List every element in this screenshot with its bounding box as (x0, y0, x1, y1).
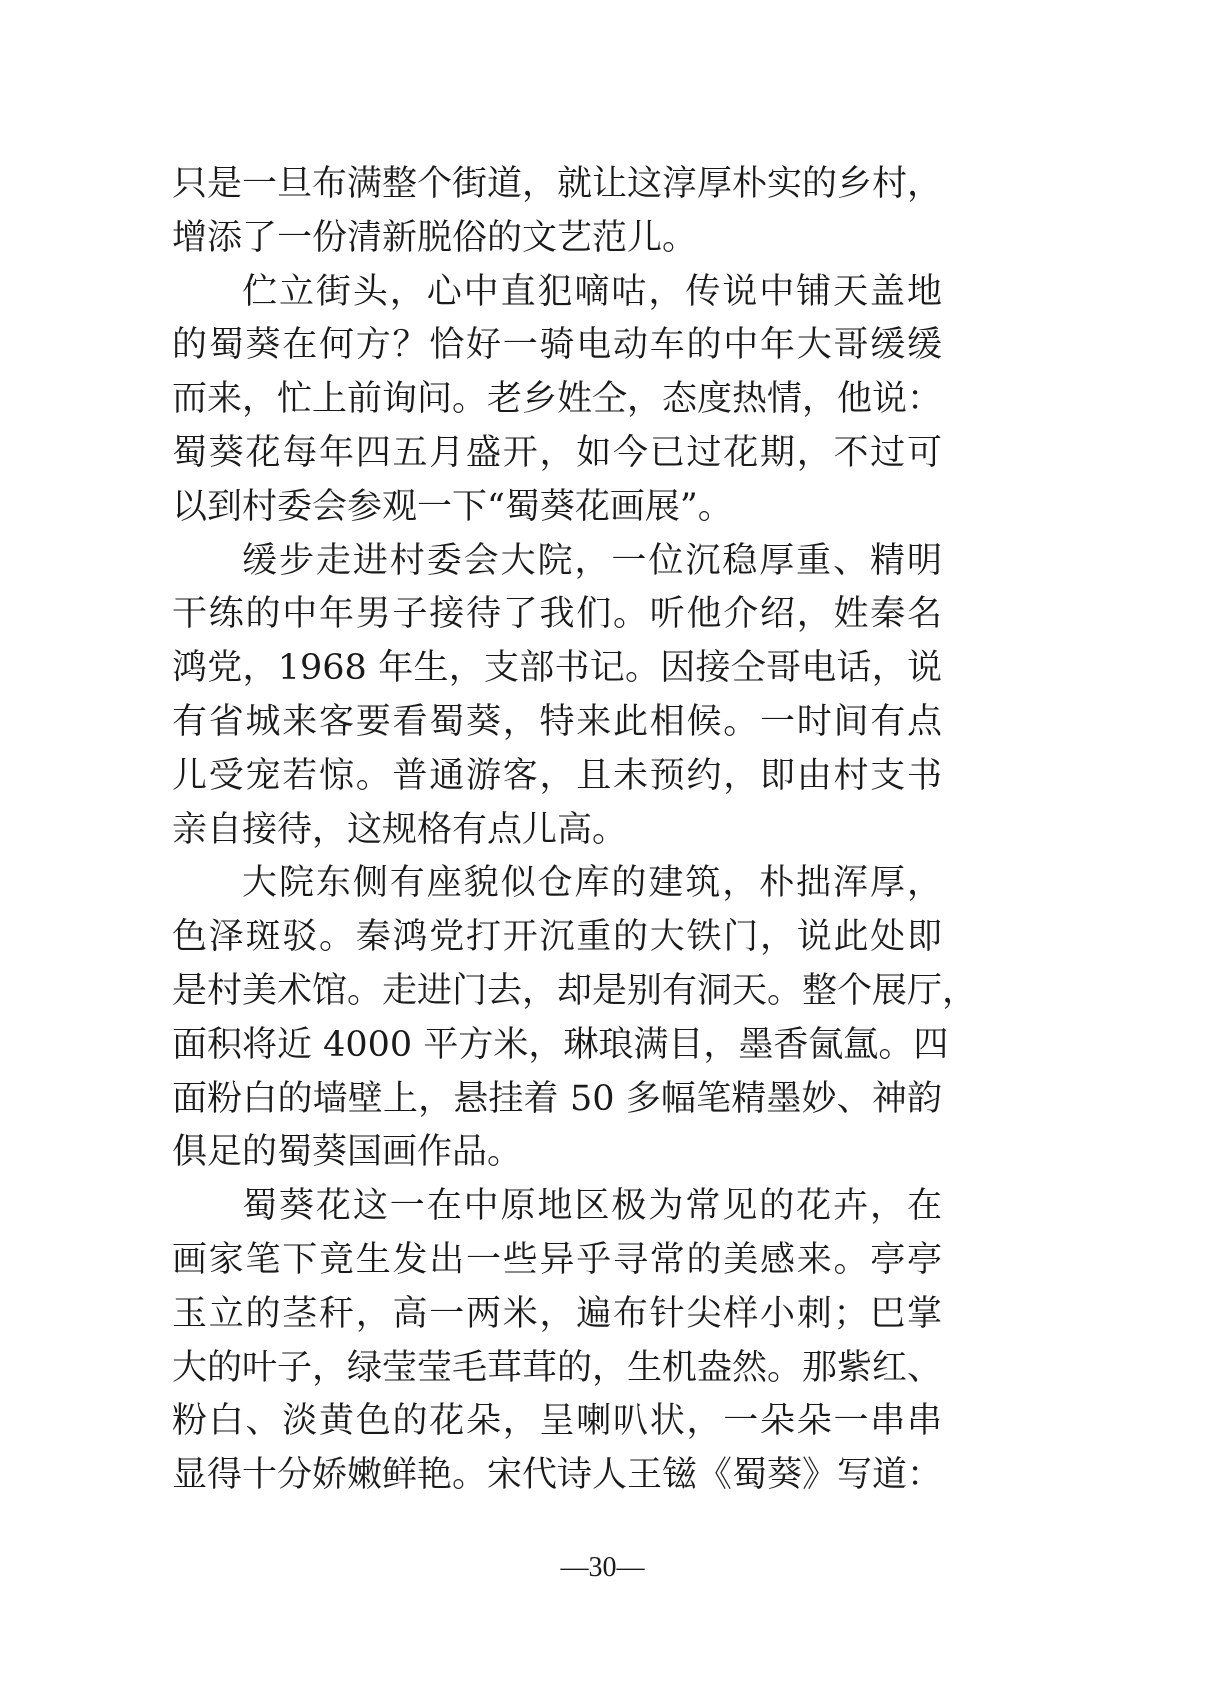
text-line: 玉立的茎秆，高一两米，遍布针尖样小刺；巴掌 (172, 1293, 942, 1334)
text-line: 儿受宠若惊。普通游客，且未预约，即由村支书 (172, 755, 942, 796)
text-line: 俱足的蜀葵国画作品。 (172, 1132, 523, 1173)
text-line: 以到村委会参观一下“蜀葵花画展”。 (172, 486, 733, 527)
text-line: 蜀葵花这一在中原地区极为常见的花卉，在 (242, 1186, 942, 1227)
text-line: 增添了一份清新脱俗的文艺范儿。 (172, 217, 698, 258)
paragraph-5 (172, 1180, 942, 1503)
text-line: 鸿党，1968 年生，支部书记。因接仝哥电话，说 (172, 648, 942, 689)
paragraph-4 (172, 857, 978, 1180)
page-number: —30— (560, 1552, 645, 1583)
text-line: 画家笔下竟生发出一些异乎寻常的美感来。亭亭 (172, 1239, 942, 1280)
text-line: 粉白、淡黄色的花朵，呈喇叭状，一朵朵一串串 (172, 1401, 942, 1442)
text-line: 干练的中年男子接待了我们。听他介绍，姓秦名 (172, 594, 942, 635)
text-line: 是村美术馆。走进门去，却是别有洞天。整个展厅， (172, 970, 978, 1011)
paragraph-1 (172, 158, 942, 266)
text-line: 的蜀葵在何方？恰好一骑电动车的中年大哥缓缓 (172, 325, 942, 366)
text-line: 面积将近 4000 平方米，琳琅满目，墨香氤氲。四 (172, 1024, 949, 1065)
document-page (172, 158, 978, 1503)
text-line: 显得十分娇嫩鲜艳。宋代诗人王镃《蜀葵》写道： (172, 1455, 943, 1496)
text-line: 只是一旦布满整个街道，就让这淳厚朴实的乡村， (172, 164, 943, 204)
text-line: 大院东侧有座貌似仓库的建筑，朴拙浑厚， (242, 863, 942, 904)
text-line: 亲自接待，这规格有点儿高。 (172, 809, 628, 850)
paragraph-3 (172, 535, 942, 858)
text-line: 色泽斑驳。秦鸿党打开沉重的大铁门，说此处即 (172, 917, 942, 958)
text-line: 有省城来客要看蜀葵，特来此相候。一时间有点 (172, 701, 942, 742)
text-line: 伫立街头，心中直犯嘀咕，传说中铺天盖地 (242, 271, 942, 312)
text-line: 大的叶子，绿莹莹毛茸茸的，生机盎然。那紫红、 (172, 1347, 943, 1388)
text-line: 缓步走进村委会大院，一位沉稳厚重、精明 (242, 540, 942, 581)
text-line: 面粉白的墙壁上，悬挂着 50 多幅笔精墨妙、神韵 (172, 1078, 942, 1119)
text-line: 而来，忙上前询问。老乡姓仝，态度热情，他说： (172, 379, 943, 420)
paragraph-2 (172, 266, 942, 535)
text-line: 蜀葵花每年四五月盛开，如今已过花期，不过可 (172, 432, 942, 473)
